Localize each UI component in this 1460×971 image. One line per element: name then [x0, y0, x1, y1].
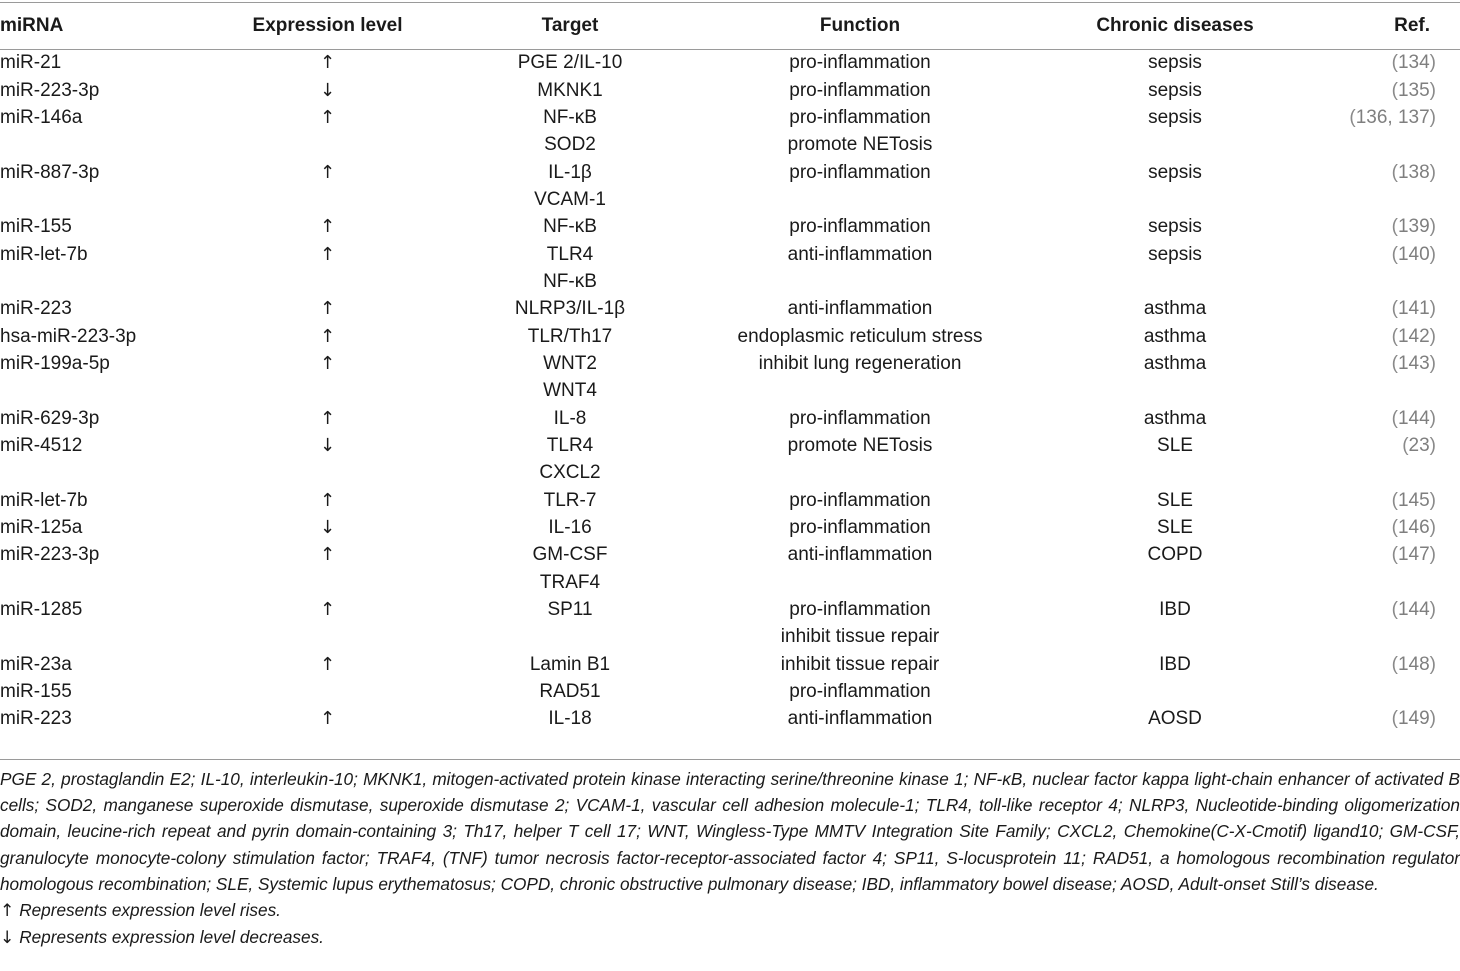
footnote-down-text: Represents expression level decreases.	[19, 927, 324, 948]
cell-mirna: miR-223-3p	[0, 544, 100, 566]
cell-ref[interactable]: (143)	[1391, 352, 1436, 374]
cell-mirna: miR-1285	[0, 599, 83, 621]
cell-ref	[1285, 623, 1460, 650]
cell-mirna: miR-146a	[0, 106, 83, 128]
up-arrow-icon: ↑	[319, 407, 336, 429]
cell-function: pro-inflammation	[789, 407, 931, 429]
cell-chronic-disease: sepsis	[1148, 79, 1202, 101]
cell-function: promote NETosis	[787, 434, 933, 456]
cell-target: NF-κB	[543, 216, 597, 238]
reference-link[interactable]: 147	[1397, 544, 1430, 566]
cell-expression-level	[170, 104, 485, 131]
cell-chronic-disease: asthma	[1143, 352, 1207, 374]
reference-link[interactable]: 139	[1397, 216, 1430, 238]
up-arrow-icon: ↑	[319, 708, 336, 730]
cell-function: pro-inflammation	[789, 599, 931, 621]
cell-mirna: miR-223-3p	[0, 79, 100, 101]
table-row	[0, 240, 1460, 267]
cell-target: VCAM-1	[534, 188, 606, 210]
cell-chronic-disease	[1065, 377, 1285, 404]
cell-ref[interactable]: (142)	[1391, 325, 1436, 347]
cell-mirna: miR-let-7b	[0, 243, 88, 265]
cell-mirna: miR-887-3p	[0, 161, 100, 183]
cell-target: SP11	[547, 599, 593, 621]
cell-function	[655, 268, 1065, 295]
cell-expression-level	[170, 596, 485, 623]
cell-chronic-disease	[1065, 623, 1285, 650]
cell-mirna	[0, 623, 170, 650]
cell-chronic-disease	[1065, 678, 1285, 705]
cell-ref[interactable]: (139)	[1391, 216, 1436, 238]
up-arrow-icon: ↑	[319, 325, 336, 347]
cell-expression-level	[170, 459, 485, 486]
cell-function: anti-inflammation	[787, 243, 933, 265]
cell-target	[485, 623, 655, 650]
cell-ref[interactable]: (147)	[1391, 544, 1436, 566]
cell-function: pro-inflammation	[789, 216, 931, 238]
cell-function: pro-inflammation	[789, 161, 931, 183]
up-arrow-icon: ↑	[319, 243, 336, 265]
cell-mirna	[0, 459, 170, 486]
header-mirna: miRNA	[0, 15, 64, 36]
cell-target: IL-1β	[548, 161, 592, 183]
cell-expression-level	[170, 268, 485, 295]
cell-expression-level	[170, 651, 485, 678]
cell-ref[interactable]: (138)	[1391, 161, 1436, 183]
cell-target: IL-8	[553, 407, 587, 429]
down-arrow-icon: ↓	[319, 517, 336, 539]
cell-function: inhibit lung regeneration	[758, 352, 962, 374]
cell-target: NF-κB	[543, 106, 597, 128]
table-row	[0, 569, 1460, 596]
cell-expression-level	[170, 432, 485, 459]
cell-expression-level	[170, 404, 485, 431]
cell-target: TLR4	[546, 434, 594, 456]
cell-chronic-disease: sepsis	[1148, 161, 1202, 183]
reference-link[interactable]: 135	[1397, 79, 1430, 101]
cell-ref[interactable]: (140)	[1391, 243, 1436, 265]
cell-mirna: miR-125a	[0, 517, 83, 539]
header-expression-level: Expression level	[252, 15, 403, 36]
cell-expression-level	[170, 678, 485, 705]
cell-ref[interactable]: (149)	[1391, 708, 1436, 730]
cell-ref	[1285, 569, 1460, 596]
down-arrow-icon: ↓	[319, 434, 336, 456]
table-row	[0, 295, 1460, 322]
cell-ref	[1285, 186, 1460, 213]
cell-target: GM-CSF	[532, 544, 608, 566]
reference-link[interactable]: 142	[1397, 325, 1430, 347]
footnote-abbreviations: PGE 2, prostaglandin E2; IL-10, interleukin-10; MKNK1, mitogen-activated protein kinase interacting serine/threonine kinase 1; NF-κB, nuclear factor kappa light-chain enhancer of activated B cells; SOD2, manganese superoxide dismutase, superoxide dismutase 2; VCAM-1, vascular cell adhesion molecule-1; TLR4, toll-like receptor 4; NLRP3, Nucleotide-binding oligomerization domain, leucine-rich repeat and pyrin domain-containing 3; Th17, helper T cell 17; WNT, Wingless-Type MMTV Integration Site Family; CXCL2, Chemokine(C-X-Cmotif) ligand10; GM-CSF, granulocyte monocyte-colony stimulation factor; TRAF4, (TNF) tumor necrosis factor-receptor-associated factor 4; SP11, S-locusprotein 11; RAD51, a homologous recombination regulator homologous recombination; SLE, Systemic lupus erythematosus; COPD, chronic obstructive pulmonary disease; IBD, inflammatory bowel disease; AOSD, Adult-onset Still’s disease.	[0, 769, 1460, 894]
table-row	[0, 487, 1460, 514]
table-row	[0, 158, 1460, 185]
cell-mirna: hsa-miR-223-3p	[0, 325, 137, 347]
cell-chronic-disease: SLE	[1157, 489, 1193, 511]
cell-mirna	[0, 569, 170, 596]
cell-function: pro-inflammation	[789, 79, 931, 101]
cell-target: WNT4	[543, 380, 597, 402]
cell-ref[interactable]: (136, 137)	[1349, 106, 1436, 128]
down-arrow-icon: ↓	[319, 79, 336, 101]
cell-ref[interactable]: (23)	[1402, 434, 1436, 456]
header-chronic-diseases: Chronic diseases	[1096, 15, 1254, 36]
table-row	[0, 459, 1460, 486]
cell-expression-level	[170, 186, 485, 213]
cell-target: RAD51	[539, 681, 601, 703]
table-row	[0, 432, 1460, 459]
cell-expression-level	[170, 705, 485, 732]
cell-target: SOD2	[544, 134, 596, 156]
cell-ref[interactable]: (144)	[1391, 407, 1436, 429]
cell-ref[interactable]: (145)	[1391, 489, 1436, 511]
table-row	[0, 678, 1460, 705]
table-row	[0, 705, 1460, 732]
cell-function: anti-inflammation	[787, 544, 933, 566]
table-bottom-rule	[0, 759, 1460, 760]
cell-mirna: miR-223	[0, 298, 72, 320]
cell-mirna	[0, 377, 170, 404]
up-arrow-icon: ↑	[319, 653, 336, 675]
cell-mirna: miR-223	[0, 708, 72, 730]
cell-chronic-disease: asthma	[1143, 325, 1207, 347]
cell-expression-level	[170, 322, 485, 349]
table-header-row	[0, 3, 1460, 49]
cell-ref	[1285, 131, 1460, 158]
cell-expression-level	[170, 76, 485, 103]
cell-target: IL-18	[548, 708, 592, 730]
table-row	[0, 268, 1460, 295]
cell-expression-level	[170, 131, 485, 158]
cell-target: CXCL2	[539, 462, 601, 484]
cell-chronic-disease: COPD	[1147, 544, 1203, 566]
cell-ref[interactable]: (148)	[1391, 653, 1436, 675]
cell-function: endoplasmic reticulum stress	[737, 325, 983, 347]
cell-function: anti-inflammation	[787, 298, 933, 320]
cell-mirna: miR-21	[0, 52, 62, 74]
up-arrow-icon: ↑	[0, 901, 15, 922]
cell-chronic-disease: IBD	[1159, 599, 1191, 621]
mirna-table	[0, 3, 1460, 733]
table-row	[0, 377, 1460, 404]
footnote-down	[0, 924, 1460, 951]
cell-chronic-disease: SLE	[1157, 434, 1193, 456]
cell-expression-level	[170, 158, 485, 185]
reference-link[interactable]: 134	[1397, 52, 1430, 74]
cell-target: TLR/Th17	[527, 325, 613, 347]
cell-expression-level	[170, 569, 485, 596]
up-arrow-icon: ↑	[319, 489, 336, 511]
cell-chronic-disease: SLE	[1157, 517, 1193, 539]
table-row	[0, 350, 1460, 377]
cell-mirna	[0, 131, 170, 158]
reference-link[interactable]: 146	[1397, 517, 1430, 539]
cell-chronic-disease	[1065, 131, 1285, 158]
up-arrow-icon: ↑	[319, 352, 336, 374]
cell-function	[655, 186, 1065, 213]
cell-target: IL-16	[548, 517, 592, 539]
cell-chronic-disease: sepsis	[1148, 106, 1202, 128]
cell-ref	[1285, 459, 1460, 486]
up-arrow-icon: ↑	[319, 599, 336, 621]
reference-link[interactable]: 136, 137	[1355, 106, 1430, 128]
cell-chronic-disease	[1065, 268, 1285, 295]
table-row	[0, 76, 1460, 103]
table-row	[0, 404, 1460, 431]
cell-chronic-disease: IBD	[1159, 653, 1191, 675]
cell-ref	[1285, 377, 1460, 404]
reference-link[interactable]: 149	[1397, 708, 1430, 730]
table-row	[0, 651, 1460, 678]
cell-target: TRAF4	[539, 571, 601, 593]
cell-chronic-disease: asthma	[1143, 298, 1207, 320]
cell-mirna	[0, 186, 170, 213]
cell-expression-level	[170, 514, 485, 541]
cell-chronic-disease: asthma	[1143, 407, 1207, 429]
up-arrow-icon: ↑	[319, 161, 336, 183]
reference-link[interactable]: 144	[1397, 599, 1430, 621]
cell-ref[interactable]: (141)	[1391, 298, 1436, 320]
reference-link[interactable]: 148	[1397, 653, 1430, 675]
cell-target: WNT2	[543, 352, 597, 374]
cell-function: inhibit tissue repair	[780, 653, 940, 675]
cell-chronic-disease	[1065, 459, 1285, 486]
table-row	[0, 104, 1460, 131]
up-arrow-icon: ↑	[319, 216, 336, 238]
cell-expression-level	[170, 487, 485, 514]
footnote-up-text: Represents expression level rises.	[19, 900, 281, 921]
cell-mirna: miR-199a-5p	[0, 352, 110, 374]
table-row	[0, 213, 1460, 240]
cell-ref[interactable]: (146)	[1391, 517, 1436, 539]
table-row	[0, 322, 1460, 349]
cell-target: MKNK1	[537, 79, 603, 101]
cell-target: Lamin B1	[529, 653, 611, 675]
cell-expression-level	[170, 350, 485, 377]
cell-chronic-disease	[1065, 186, 1285, 213]
cell-target: NF-κB	[543, 270, 597, 292]
table-row	[0, 596, 1460, 623]
table-row	[0, 541, 1460, 568]
cell-function: anti-inflammation	[787, 708, 933, 730]
cell-expression-level	[170, 377, 485, 404]
cell-target: TLR-7	[543, 489, 597, 511]
up-arrow-icon: ↑	[319, 544, 336, 566]
reference-link[interactable]: 145	[1397, 489, 1430, 511]
cell-ref	[1285, 268, 1460, 295]
table-row	[0, 514, 1460, 541]
cell-mirna: miR-629-3p	[0, 407, 100, 429]
table-row	[0, 49, 1460, 76]
cell-mirna: miR-155	[0, 681, 72, 703]
header-ref: Ref.	[1394, 15, 1430, 36]
cell-expression-level	[170, 623, 485, 650]
cell-target: PGE 2/IL-10	[517, 52, 623, 74]
cell-chronic-disease: sepsis	[1148, 243, 1202, 265]
cell-ref[interactable]: (144)	[1391, 599, 1436, 621]
cell-mirna: miR-155	[0, 216, 72, 238]
up-arrow-icon: ↑	[319, 106, 336, 128]
cell-expression-level	[170, 295, 485, 322]
reference-link[interactable]: 143	[1397, 352, 1430, 374]
cell-target: TLR4	[546, 243, 594, 265]
cell-ref[interactable]: (134)	[1391, 52, 1436, 74]
cell-ref[interactable]: (135)	[1391, 79, 1436, 101]
cell-chronic-disease	[1065, 569, 1285, 596]
cell-expression-level	[170, 49, 485, 76]
cell-function	[655, 377, 1065, 404]
header-target: Target	[541, 15, 599, 36]
table-row	[0, 131, 1460, 158]
table-row	[0, 623, 1460, 650]
cell-function: pro-inflammation	[789, 681, 931, 703]
up-arrow-icon: ↑	[319, 298, 336, 320]
down-arrow-icon: ↓	[0, 928, 15, 949]
reference-link[interactable]: 144	[1397, 407, 1430, 429]
cell-function: pro-inflammation	[789, 489, 931, 511]
table-body	[0, 49, 1460, 733]
cell-expression-level	[170, 213, 485, 240]
reference-link[interactable]: 23	[1408, 434, 1430, 456]
cell-chronic-disease: AOSD	[1148, 708, 1202, 730]
cell-mirna: miR-23a	[0, 653, 72, 675]
header-function: Function	[819, 15, 901, 36]
cell-function: promote NETosis	[787, 134, 933, 156]
cell-expression-level	[170, 240, 485, 267]
cell-chronic-disease: sepsis	[1148, 216, 1202, 238]
cell-ref	[1285, 678, 1460, 705]
up-arrow-icon: ↑	[319, 52, 336, 74]
footnote-up	[0, 897, 1460, 924]
cell-function	[655, 459, 1065, 486]
reference-link[interactable]: 140	[1397, 243, 1430, 265]
cell-function: pro-inflammation	[789, 52, 931, 74]
cell-function: pro-inflammation	[789, 106, 931, 128]
reference-link[interactable]: 141	[1397, 298, 1430, 320]
reference-link[interactable]: 138	[1397, 161, 1430, 183]
cell-function	[655, 569, 1065, 596]
cell-mirna: miR-let-7b	[0, 489, 88, 511]
cell-function: pro-inflammation	[789, 517, 931, 539]
cell-expression-level	[170, 541, 485, 568]
cell-mirna: miR-4512	[0, 434, 83, 456]
cell-target: NLRP3/IL-1β	[514, 298, 626, 320]
cell-function: inhibit tissue repair	[780, 626, 940, 648]
cell-chronic-disease: sepsis	[1148, 52, 1202, 74]
table-row	[0, 186, 1460, 213]
table-footnotes	[0, 766, 1460, 951]
cell-mirna	[0, 268, 170, 295]
